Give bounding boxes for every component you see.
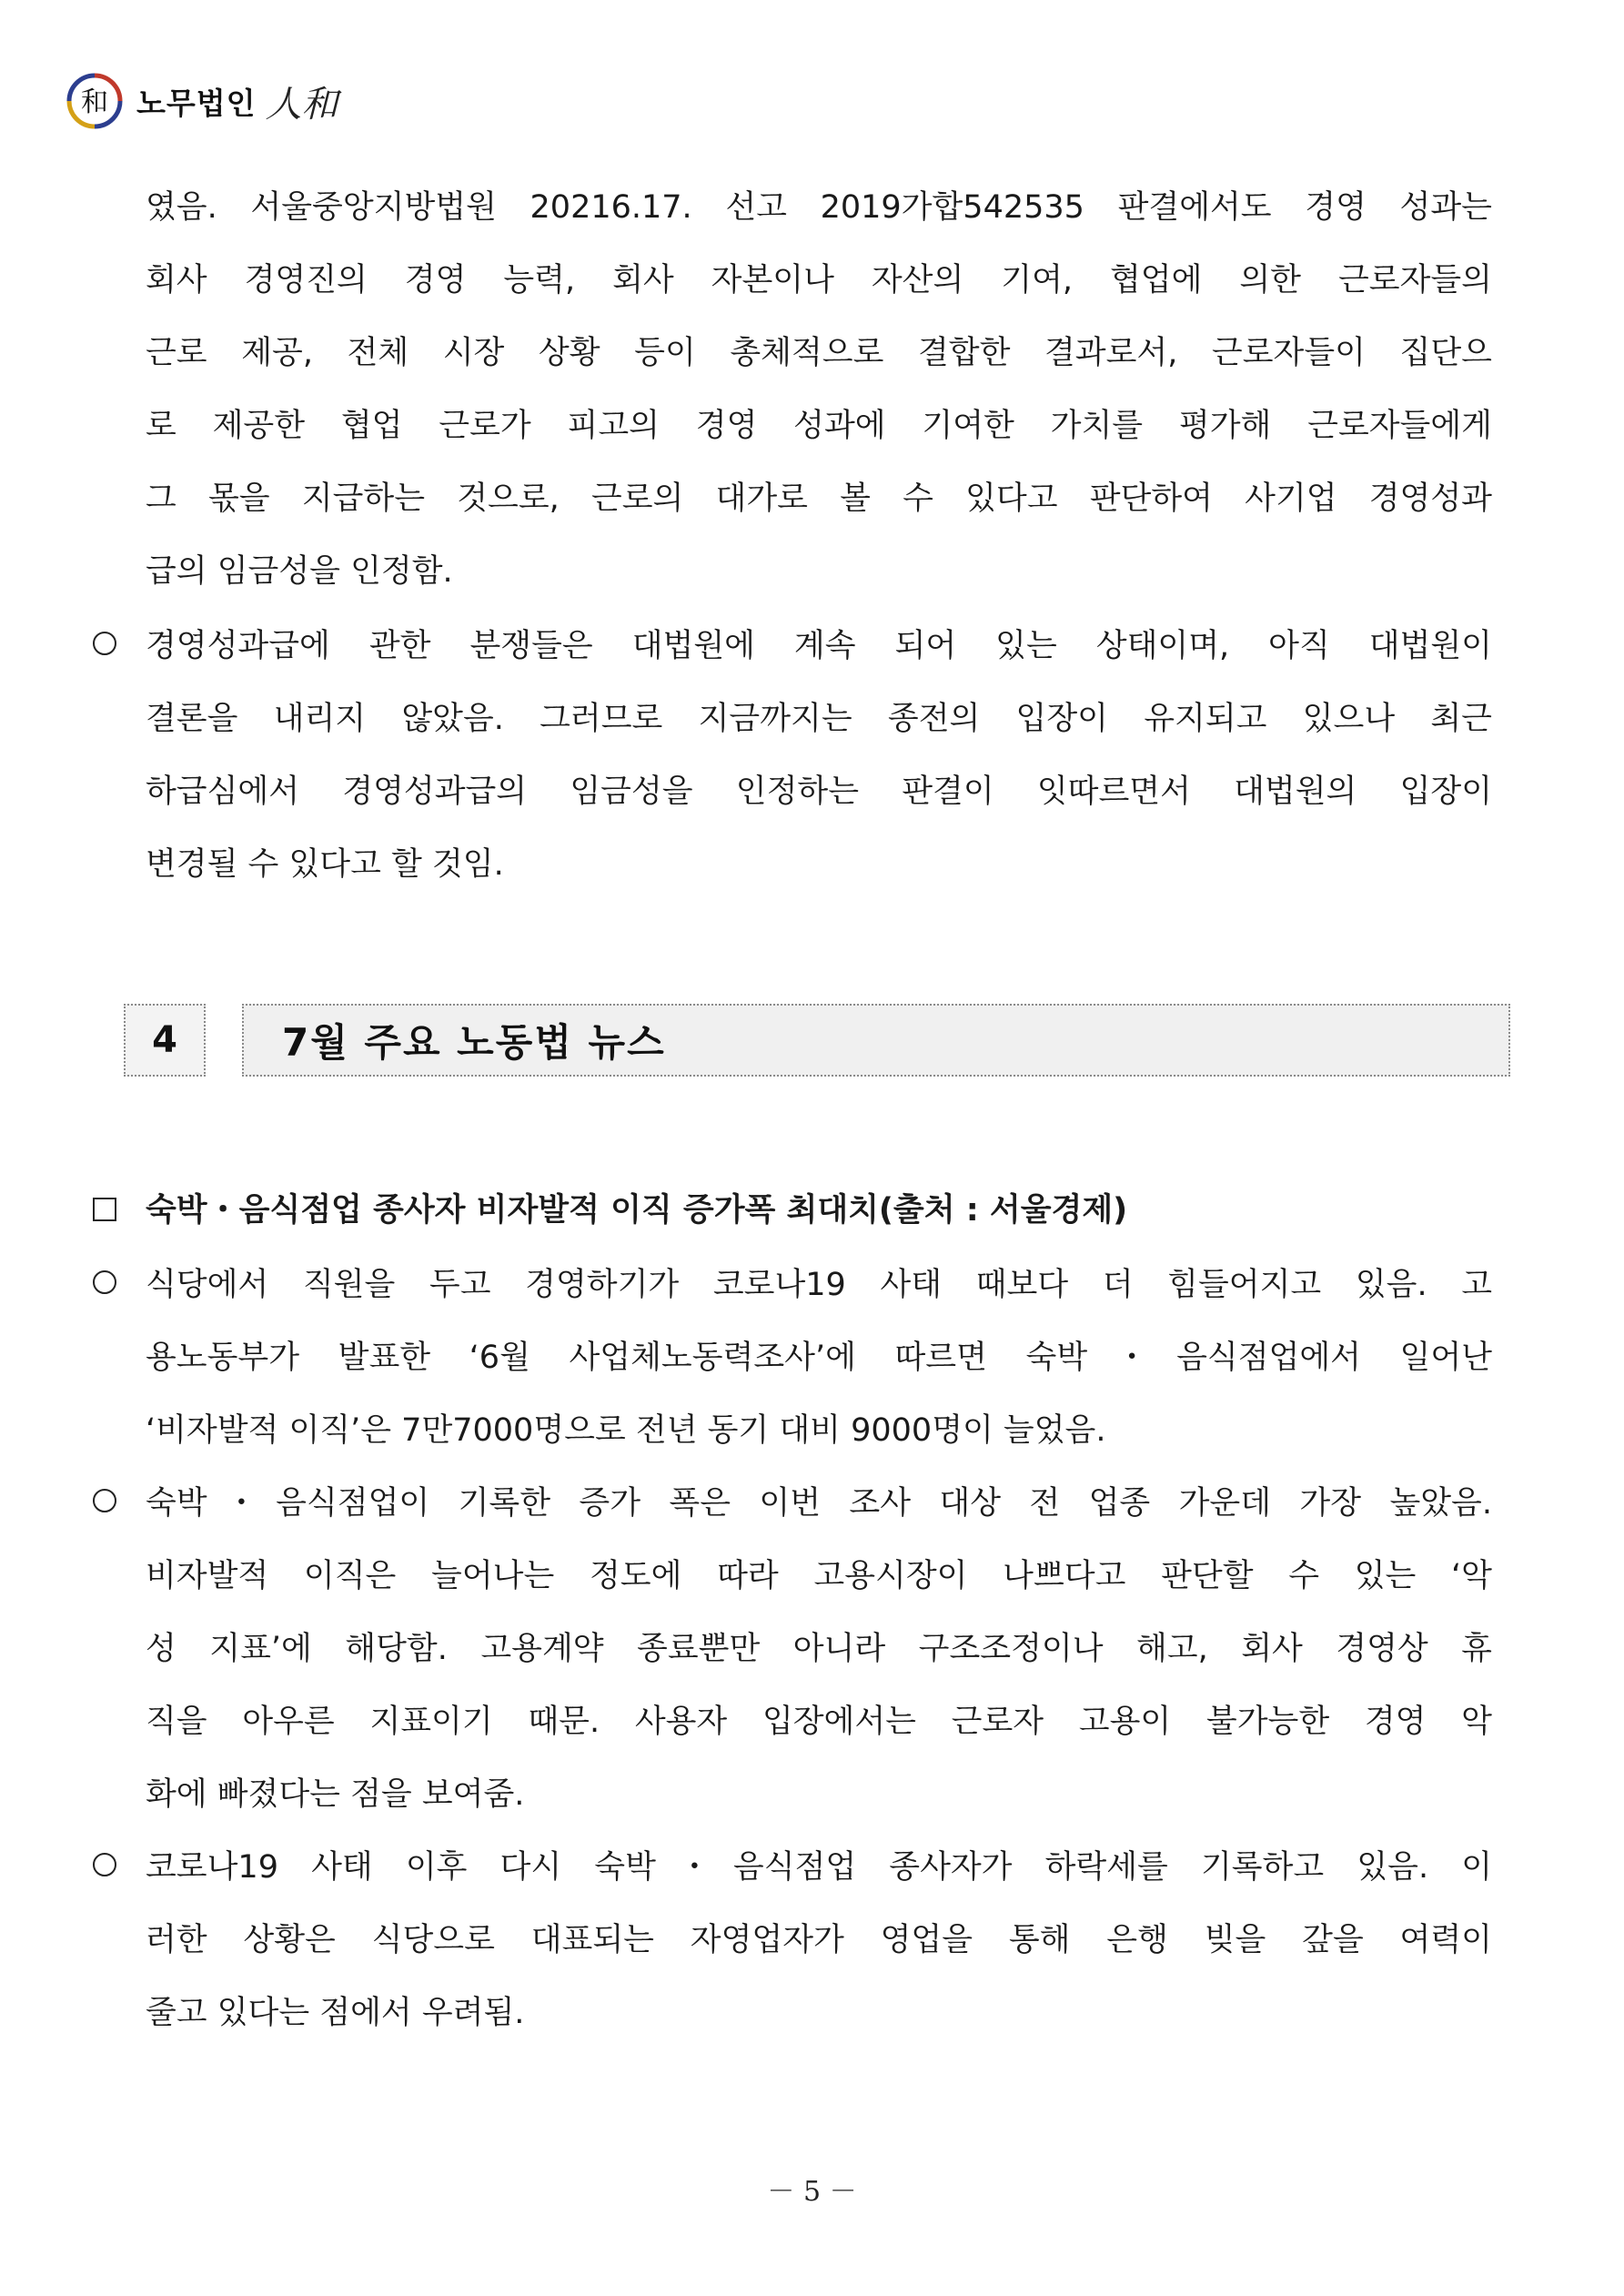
- square-bullet-icon: [93, 1198, 116, 1221]
- text-line: 하급심에서 경영성과급의 임금성을 인정하는 판결이 잇따르면서 대법원의 입장이: [146, 774, 1492, 810]
- news-headline: [146, 1192, 1492, 1229]
- firm-logo-icon: [66, 72, 124, 130]
- bullet-text: 식당에서 직원을 두고 경영하기가 코로나19 사태 때보다 더 힘들어지고 있음. 고: [146, 1267, 1492, 1303]
- firm-name: 노무법인: [136, 85, 257, 121]
- logo-glyph: 和: [81, 86, 108, 118]
- text-line: [146, 628, 1492, 664]
- text-line: 성 지표’에 해당함. 고용계약 종료뿐만 아니라 구조조정이나 해고, 회사 경영상 휴: [146, 1631, 1492, 1667]
- text-line: [146, 1267, 1492, 1303]
- text-line: 변경될 수 있다고 할 것임.: [146, 846, 504, 883]
- section-title: 7월 주요 노동법 뉴스: [242, 1004, 1510, 1077]
- text-line: 비자발적 이직은 늘어나는 정도에 따라 고용시장이 나쁘다고 판단할 수 있는 ‘악: [146, 1558, 1492, 1594]
- text-line: [146, 1485, 1492, 1522]
- circle-bullet-icon: [93, 1853, 116, 1876]
- text-line: 회사 경영진의 경영 능력, 회사 자본이나 자산의 기여, 협업에 의한 근로자들의: [146, 262, 1492, 298]
- text-line: 근로 제공, 전체 시장 상황 등이 총체적으로 결합한 결과로서, 근로자들이 집단으: [146, 335, 1492, 371]
- bullet-text: 경영성과급에 관한 분쟁들은 대법원에 계속 되어 있는 상태이며, 아직 대법원이: [146, 628, 1492, 664]
- text-line: 급의 임금성을 인정함.: [146, 553, 453, 590]
- page-number: － 5 －: [767, 2176, 857, 2208]
- text-line: 로 제공한 협업 근로가 피고의 경영 성과에 기여한 가치를 평가해 근로자들에게: [146, 408, 1492, 444]
- text-line: ‘비자발적 이직’은 7만7000명으로 전년 동기 대비 9000명이 늘었음.: [146, 1412, 1106, 1449]
- firm-name-script: 人和: [265, 83, 338, 126]
- text-line: 직을 아우른 지표이기 때문. 사용자 입장에서는 근로자 고용이 불가능한 경영 악: [146, 1704, 1492, 1740]
- section-number: 4: [124, 1004, 206, 1077]
- text-line: 화에 빠졌다는 점을 보여줌.: [146, 1776, 525, 1813]
- news-headline-text: 숙박・음식점업 종사자 비자발적 이직 증가폭 최대치(출처 : 서울경제): [146, 1192, 1128, 1229]
- page-header: [66, 73, 338, 129]
- circle-bullet-icon: [93, 1270, 116, 1294]
- circle-bullet-icon: [93, 1489, 116, 1512]
- text-line: 러한 상황은 식당으로 대표되는 자영업자가 영업을 통해 은행 빚을 갚을 여력이: [146, 1922, 1492, 1958]
- text-line: 줄고 있다는 점에서 우려됨.: [146, 1995, 525, 2031]
- bullet-text: 숙박・음식점업이 기록한 증가 폭은 이번 조사 대상 전 업종 가운데 가장 높았음.: [146, 1485, 1492, 1522]
- text-line: 였음. 서울중앙지방법원 20216.17. 선고 2019가합542535 판결에서도 경영 성과는: [146, 189, 1492, 226]
- text-line: [146, 1849, 1492, 1886]
- text-line: 결론을 내리지 않았음. 그러므로 지금까지는 종전의 입장이 유지되고 있으나 최근: [146, 701, 1492, 737]
- bullet-text: 코로나19 사태 이후 다시 숙박・음식점업 종사자가 하락세를 기록하고 있음. 이: [146, 1849, 1492, 1886]
- text-line: 그 몫을 지급하는 것으로, 근로의 대가로 볼 수 있다고 판단하여 사기업 경영성과: [146, 480, 1492, 517]
- text-line: 용노동부가 발표한 ‘6월 사업체노동력조사’에 따르면 숙박・음식점업에서 일어난: [146, 1340, 1492, 1376]
- circle-bullet-icon: [93, 632, 116, 655]
